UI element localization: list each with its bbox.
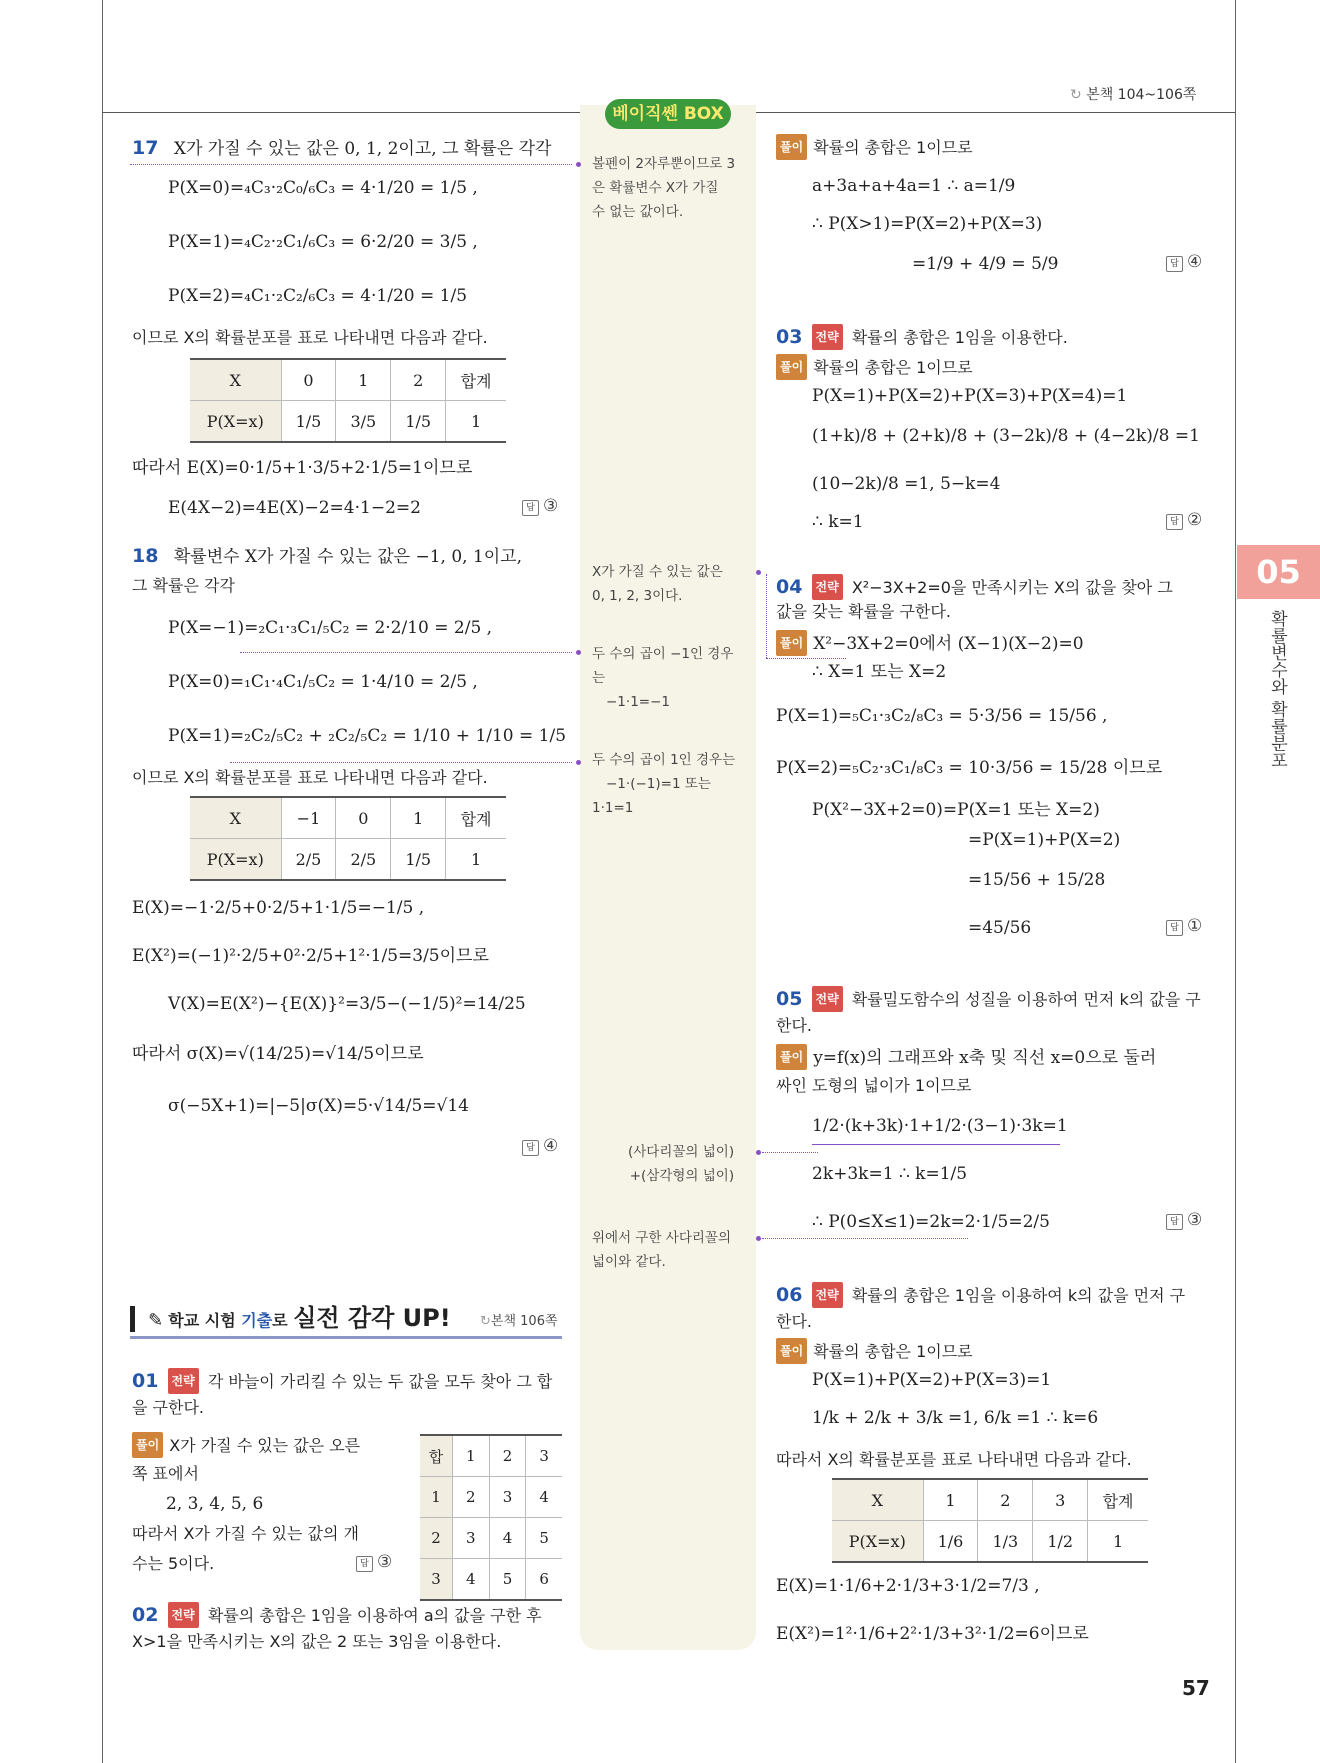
q01-sol2: 쪽 표에서 bbox=[132, 1464, 199, 1483]
p18-line2: 이므로 X의 확률분포를 표로 나타내면 다음과 같다. bbox=[132, 768, 488, 787]
note-product-neg: 두 수의 곱이 −1인 경우 는 −1·1=−1 bbox=[592, 646, 734, 710]
answer-icon: 답 bbox=[356, 1556, 373, 1572]
note-area: (사다리꼴의 넓이) +(삼각형의 넓이) bbox=[628, 1144, 735, 1184]
section-title: ✎ 학교 시험 기출로 실전 감각 UP! bbox=[130, 1298, 451, 1333]
q04-sol3: P(X=1)=₅C₁·₃C₂/₈C₃ = 5·3/56 = 15/56 , bbox=[776, 706, 1108, 726]
q02-sol4: =1/9 + 4/9 = 5/9 bbox=[912, 254, 1059, 274]
q01-sol3: 2, 3, 4, 5, 6 bbox=[166, 1494, 264, 1514]
q01-strategy: 01 전략 각 바늘이 가리킬 수 있는 두 값을 모두 찾아 그 합 bbox=[132, 1370, 553, 1392]
page-ref: ↻ 본책 104~106쪽 bbox=[1070, 87, 1197, 103]
problem-number: 02 bbox=[132, 1604, 159, 1626]
p17-line1: X가 가질 수 있는 값은 0, 1, 2이고, 그 확률은 각각 bbox=[173, 139, 552, 159]
p18-line4: E(X²)=(−1)²·2/5+0²·2/5+1²·1/5=3/5이므로 bbox=[132, 946, 489, 966]
p17-answer: 답 ③ bbox=[522, 496, 558, 516]
problem-number: 03 bbox=[776, 326, 803, 348]
connector-dot bbox=[756, 1150, 761, 1155]
p17-line4: E(4X−2)=4E(X)−2=4·1−2=2 bbox=[168, 498, 421, 518]
p17-distribution-table: X 0 1 2 합계 P(X=x) 1/5 3/5 1/5 1 bbox=[190, 358, 506, 443]
strategy-tag: 전략 bbox=[168, 1602, 199, 1628]
q01-answer: 답 ③ bbox=[356, 1552, 392, 1572]
note-product-pos: 두 수의 곱이 1인 경우는 −1·(−1)=1 또는 1·1=1 bbox=[592, 752, 736, 816]
q04-sol4: P(X=2)=₅C₂·₃C₁/₈C₃ = 10·3/56 = 15/28 이므로 bbox=[776, 758, 1163, 778]
q04-sol1: 풀이 X²−3X+2=0에서 (X−1)(X−2)=0 bbox=[776, 630, 1084, 656]
section-rule bbox=[130, 1336, 562, 1339]
p17-eq2: P(X=1)=₄C₂·₂C₁/₆C₃ = 6·2/20 = 3/5 , bbox=[168, 232, 478, 252]
section-ref: ↻본책 106쪽 bbox=[480, 1314, 558, 1329]
p18-line7: σ(−5X+1)=|−5|σ(X)=5·√14/5=√14 bbox=[168, 1096, 470, 1116]
refresh-icon: ↻ bbox=[1070, 87, 1082, 103]
answer-icon: 답 bbox=[1166, 256, 1183, 272]
q05-sol5: ∴ P(0≤X≤1)=2k=2·1/5=2/5 bbox=[812, 1212, 1050, 1232]
p18-line3: E(X)=−1·2/5+0·2/5+1·1/5=−1/5 , bbox=[132, 898, 425, 918]
connector-dot bbox=[576, 650, 581, 655]
q03-sol1: 풀이 확률의 총합은 1이므로 bbox=[776, 354, 973, 380]
answer-icon: 답 bbox=[522, 500, 539, 516]
basic-box-column bbox=[580, 105, 756, 1650]
q04-sol2: ∴ X=1 또는 X=2 bbox=[812, 662, 947, 682]
p18-line6: 따라서 σ(X)=√(14/25)=√14/5이므로 bbox=[132, 1044, 424, 1064]
q06-sol3: 1/k + 2/k + 3/k =1, 6/k =1 ∴ k=6 bbox=[812, 1408, 1099, 1428]
q04-answer: 답 ① bbox=[1166, 916, 1202, 936]
chapter-title: 확률변수와 확률분포 bbox=[1267, 610, 1287, 769]
q05-strategy2: 한다. bbox=[776, 1016, 812, 1035]
connector-dot bbox=[756, 570, 761, 575]
p17-eq3: P(X=2)=₄C₁·₂C₂/₆C₃ = 4·1/20 = 1/5 bbox=[168, 286, 468, 306]
solution-tag: 풀이 bbox=[776, 354, 807, 380]
q06-strategy: 06 전략 확률의 총합은 1임을 이용하여 k의 값을 먼저 구 bbox=[776, 1284, 1186, 1306]
q06-distribution-table: X 1 2 3 합계 P(X=x) 1/6 1/3 1/2 1 bbox=[832, 1478, 1148, 1563]
q02-strategy: 02 전략 확률의 총합은 1임을 이용하여 a의 값을 구한 후 bbox=[132, 1604, 542, 1626]
answer-icon: 답 bbox=[1166, 514, 1183, 530]
answer-icon: 답 bbox=[1166, 920, 1183, 936]
connector-line bbox=[230, 762, 572, 763]
q04-sol8: =45/56 bbox=[968, 918, 1032, 938]
solution-tag: 풀이 bbox=[776, 630, 807, 656]
q02-sol1: 풀이 확률의 총합은 1이므로 bbox=[776, 134, 973, 160]
q01-sol5: 수는 5이다. bbox=[132, 1554, 215, 1573]
underline bbox=[812, 1144, 1060, 1145]
q06-sol4: 따라서 X의 확률분포를 표로 나타내면 다음과 같다. bbox=[776, 1450, 1132, 1469]
note-same-area: 위에서 구한 사다리꼴의 넓이와 같다. bbox=[592, 1230, 731, 1270]
q05-answer: 답 ③ bbox=[1166, 1210, 1202, 1230]
p18-eq2: P(X=0)=₁C₁·₄C₁/₅C₂ = 1·4/10 = 2/5 , bbox=[168, 672, 478, 692]
q05-sol1: 풀이 y=f(x)의 그래프와 x축 및 직선 x=0으로 둘러 bbox=[776, 1044, 1156, 1070]
pencil-icon: ✎ bbox=[148, 1310, 164, 1331]
q02-sol2: a+3a+a+4a=1 ∴ a=1/9 bbox=[812, 176, 1016, 196]
connector-dot bbox=[576, 162, 581, 167]
p18-line1b: 그 확률은 각각 bbox=[132, 576, 235, 595]
refresh-icon: ↻ bbox=[480, 1314, 491, 1329]
solution-tag: 풀이 bbox=[776, 1338, 807, 1364]
problem-number: 06 bbox=[776, 1284, 803, 1306]
q02-strategy2: X>1을 만족시키는 X의 값은 2 또는 3임을 이용한다. bbox=[132, 1632, 502, 1651]
q01-sum-table: 합 1 2 3 1 2 3 4 2 3 4 5 3 4 5 6 bbox=[420, 1434, 562, 1601]
problem-number: 05 bbox=[776, 988, 803, 1010]
page-number: 57 bbox=[1182, 1676, 1210, 1700]
answer-icon: 답 bbox=[522, 1140, 539, 1156]
q05-sol2: 싸인 도형의 넓이가 1이므로 bbox=[776, 1076, 972, 1095]
connector-line bbox=[766, 574, 767, 658]
q06-sol5: E(X)=1·1/6+2·1/3+3·1/2=7/3 , bbox=[776, 1576, 1040, 1596]
q06-strategy2: 한다. bbox=[776, 1312, 812, 1331]
q04-strategy2: 값을 갖는 확률을 구한다. bbox=[776, 602, 951, 621]
solution-tag: 풀이 bbox=[132, 1432, 163, 1458]
q04-sol7: =15/56 + 15/28 bbox=[968, 870, 1106, 890]
connector-line bbox=[762, 1152, 818, 1153]
solution-tag: 풀이 bbox=[776, 1044, 807, 1070]
connector-dot bbox=[576, 760, 581, 765]
q03-sol5: ∴ k=1 bbox=[812, 512, 864, 532]
q06-sol1: 풀이 확률의 총합은 1이므로 bbox=[776, 1338, 973, 1364]
right-margin-line bbox=[1235, 0, 1236, 1763]
connector-line bbox=[766, 658, 846, 659]
q03-sol3: (1+k)/8 + (2+k)/8 + (3−2k)/8 + (4−2k)/8 =1 bbox=[812, 426, 1200, 446]
q02-sol3: ∴ P(X>1)=P(X=2)+P(X=3) bbox=[812, 214, 1043, 234]
problem-number: 17 bbox=[132, 137, 159, 159]
p18-eq1: P(X=−1)=₂C₁·₃C₁/₅C₂ = 2·2/10 = 2/5 , bbox=[168, 618, 493, 638]
problem-number: 18 bbox=[132, 545, 159, 567]
p17-eq1: P(X=0)=₄C₃·₂C₀/₆C₃ = 4·1/20 = 1/5 , bbox=[168, 178, 478, 198]
connector-line bbox=[240, 652, 572, 653]
q04-strategy: 04 전략 X²−3X+2=0을 만족시키는 X의 값을 찾아 그 bbox=[776, 576, 1173, 598]
q03-strategy: 03 전략 확률의 총합은 1임을 이용한다. bbox=[776, 326, 1068, 348]
section-bar bbox=[130, 1306, 135, 1332]
q05-strategy: 05 전략 확률밀도함수의 성질을 이용하여 먼저 k의 값을 구 bbox=[776, 988, 1201, 1010]
connector-line bbox=[762, 1238, 968, 1239]
answer-icon: 답 bbox=[1166, 1214, 1183, 1230]
q03-answer: 답 ② bbox=[1166, 510, 1202, 530]
q04-sol6: =P(X=1)+P(X=2) bbox=[968, 830, 1121, 850]
q02-answer: 답 ④ bbox=[1166, 252, 1202, 272]
p18-intro bbox=[132, 544, 522, 569]
strategy-tag: 전략 bbox=[812, 986, 843, 1012]
q06-sol2: P(X=1)+P(X=2)+P(X=3)=1 bbox=[812, 1370, 1052, 1390]
q05-sol3: 1/2·(k+3k)·1+1/2·(3−1)·3k=1 bbox=[812, 1116, 1068, 1136]
solution-tag: 풀이 bbox=[776, 134, 807, 160]
strategy-tag: 전략 bbox=[168, 1368, 199, 1394]
left-margin-line bbox=[102, 0, 103, 1763]
note-pen: 볼펜이 2자루뿐이므로 3 은 확률변수 X가 가질 수 없는 값이다. bbox=[592, 156, 736, 220]
q01-sol4: 따라서 X가 가질 수 있는 값의 개 bbox=[132, 1524, 359, 1543]
q05-sol4: 2k+3k=1 ∴ k=1/5 bbox=[812, 1164, 968, 1184]
q06-sol6: E(X²)=1²·1/6+2²·1/3+3²·1/2=6이므로 bbox=[776, 1624, 1089, 1644]
q03-sol2: P(X=1)+P(X=2)+P(X=3)+P(X=4)=1 bbox=[812, 386, 1128, 406]
p17-line3: 따라서 E(X)=0·1/5+1·3/5+2·1/5=1이므로 bbox=[132, 458, 473, 478]
p18-line1: 확률변수 X가 가질 수 있는 값은 −1, 0, 1이고, bbox=[173, 547, 523, 567]
p18-distribution-table: X −1 0 1 합계 P(X=x) 2/5 2/5 1/5 1 bbox=[190, 796, 506, 881]
q01-sol1: 풀이 X가 가질 수 있는 값은 오른 bbox=[132, 1432, 360, 1458]
basic-box-label: 베이직쎈 BOX bbox=[605, 99, 731, 129]
strategy-tag: 전략 bbox=[812, 1282, 843, 1308]
p17-intro bbox=[132, 136, 551, 161]
strategy-tag: 전략 bbox=[812, 324, 843, 350]
p17-line2: 이므로 X의 확률분포를 표로 나타내면 다음과 같다. bbox=[132, 328, 488, 347]
q04-sol5: P(X²−3X+2=0)=P(X=1 또는 X=2) bbox=[812, 800, 1100, 820]
note-values: X가 가질 수 있는 값은 0, 1, 2, 3이다. bbox=[592, 564, 723, 604]
q03-sol4: (10−2k)/8 =1, 5−k=4 bbox=[812, 474, 1001, 494]
chapter-tab[interactable]: 05 bbox=[1237, 545, 1320, 599]
strategy-tag: 전략 bbox=[812, 574, 843, 600]
problem-number: 01 bbox=[132, 1370, 159, 1392]
p18-line5: V(X)=E(X²)−{E(X)}²=3/5−(−1/5)²=14/25 bbox=[168, 994, 526, 1014]
q01-strategy2: 을 구한다. bbox=[132, 1398, 204, 1417]
connector-dot bbox=[756, 1236, 761, 1241]
p18-eq3: P(X=1)=₂C₂/₅C₂ + ₂C₂/₅C₂ = 1/10 + 1/10 = 1/5 bbox=[168, 726, 567, 746]
connector-line bbox=[130, 164, 572, 165]
p18-answer: 답 ④ bbox=[522, 1136, 558, 1156]
problem-number: 04 bbox=[776, 576, 803, 598]
